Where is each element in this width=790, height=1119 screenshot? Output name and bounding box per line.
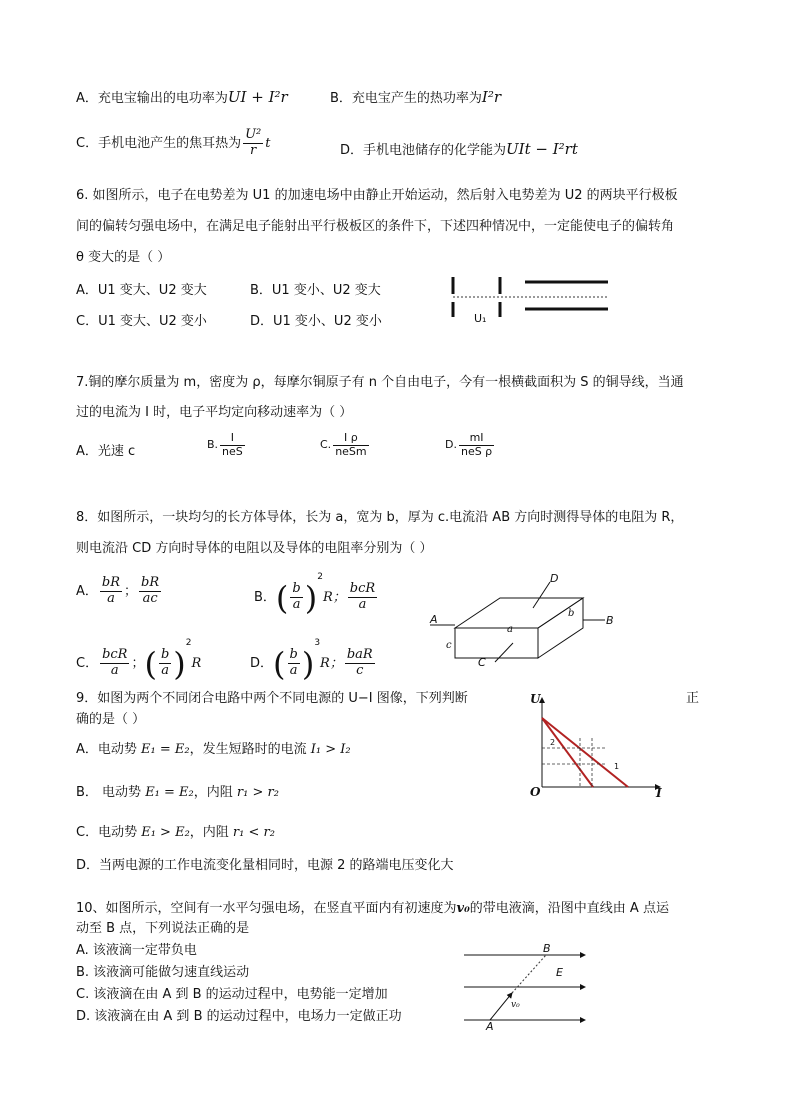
q9-stem-line1-end: 正 [686, 691, 700, 706]
box-front-face [455, 628, 538, 658]
q8-option-c[interactable] [76, 638, 202, 683]
fraction-denominator: a [289, 663, 298, 678]
q9-option-a-math: E₁ = E₂ [141, 742, 190, 757]
q6-stem-line3: θ 变大的是（ ） [76, 250, 171, 265]
fraction-numerator: mI [459, 432, 494, 446]
q8-fig-label-c: c [446, 640, 452, 651]
q5-option-d-text: D．手机电池储存的化学能为 [340, 143, 507, 158]
q8-option-d-mid: R； [320, 656, 343, 671]
q10-option-b[interactable]: B. 该液滴可能做匀速直线运动 [76, 965, 250, 980]
q9-option-c[interactable] [76, 825, 275, 841]
q7-option-b-label: B. [207, 438, 219, 452]
fraction-denominator: neSm [335, 444, 367, 458]
q5-option-d[interactable] [340, 140, 578, 159]
q9-fig-label-1: 1 [614, 762, 620, 771]
q7-option-d-label: D. [445, 438, 457, 452]
q10-stem-line1-a: 10、如图所示，空间有一水平匀强电场，在竖直平面内有初速度为 [76, 901, 457, 916]
q9-option-c-math: E₁ > E₂ [141, 825, 190, 840]
q10-fig-label-a: A [486, 1020, 494, 1033]
q10-option-d[interactable]: D. 该液滴在由 A 到 B 的运动过程中，电场力一定做正功 [76, 1009, 402, 1024]
q8-option-a-fraction-2 [139, 576, 161, 607]
q9-fig-label-i: I [656, 786, 662, 800]
fraction-denominator: ac [142, 590, 158, 606]
q6-option-d[interactable]: D．U1 变小、U2 变小 [250, 314, 382, 329]
q7-option-d[interactable] [445, 432, 496, 458]
q9-option-a-text: A．电动势 [76, 742, 142, 757]
fraction-numerator: b [292, 581, 301, 597]
lead-d [533, 582, 550, 608]
fraction-denominator: neS ρ [460, 444, 493, 458]
q7-stem-line1: 7.铜的摩尔质量为 m，密度为 ρ，每摩尔铜原子有 n 个自由电子，今有一根横截面积为 S 的铜导线，当通 [76, 375, 684, 390]
q7-option-b-fraction [220, 432, 245, 458]
q8-fig-label-a: a [507, 624, 513, 635]
q10-stem-v0: v₀ [456, 901, 470, 916]
separator: ； [124, 583, 138, 599]
fraction-denominator: a [292, 597, 301, 612]
q8-option-b-label: B． [254, 590, 276, 605]
q6-stem-line1: 6. 如图所示，电子在电势差为 U1 的加速电场中由静止开始运动，然后射入电势差为 U2 的两块平行极板 [76, 188, 678, 203]
q6-option-c[interactable]: C．U1 变大、U2 变小 [76, 314, 207, 329]
fraction-numerator: bR [141, 575, 160, 590]
fraction-numerator: U² [245, 127, 262, 142]
q5-option-b-formula: I²r [481, 88, 502, 106]
q7-option-b[interactable] [207, 432, 247, 458]
q5-option-c-fraction [243, 128, 263, 159]
q6-option-a[interactable]: A．U1 变大、U2 变大 [76, 283, 207, 298]
q9-option-a-mid: ，发生短路时的电流 [189, 742, 311, 757]
q9-option-b-math: E₁ = E₂ [145, 785, 194, 800]
q8-fig-label-a-upper: A [430, 613, 438, 626]
q8-option-d-label: D． [250, 656, 274, 671]
q10-fig-label-e: E [556, 966, 563, 979]
fraction-denominator: r [250, 142, 257, 158]
q9-option-a-math2: I₁ > I₂ [310, 742, 351, 757]
q10-stem-line2: 动至 B 点，下列说法正确的是 [76, 921, 250, 936]
q10-option-c[interactable]: C. 该液滴在由 A 到 B 的运动过程中，电势能一定增加 [76, 987, 388, 1002]
fraction-denominator: a [161, 663, 170, 678]
q9-stem-line2: 确的是（ ） [76, 712, 146, 727]
velocity-arrow [490, 993, 512, 1020]
q8-option-b-fraction-2 [348, 582, 377, 613]
q8-conductor-figure [425, 570, 625, 670]
fraction-numerator: b [289, 647, 298, 663]
q8-stem-line2: 则电流沿 CD 方向时导体的电阻以及导体的电阻率分别为（ ） [76, 541, 433, 556]
q5-option-a-formula: UI + I²r [227, 88, 288, 106]
left-paren: ( [275, 578, 289, 617]
q5-option-a[interactable] [76, 88, 288, 107]
q5-option-d-formula: UIt − I²rt [506, 140, 578, 158]
q10-fig-label-v0: v₀ [511, 1000, 520, 1010]
fraction-denominator: a [107, 590, 115, 606]
q10-field-figure [460, 945, 595, 1030]
q5-option-b-text: B．充电宝产生的热功率为 [330, 91, 482, 106]
exponent: 2 [185, 638, 192, 648]
q8-option-d-fraction-1 [288, 648, 300, 679]
fraction-numerator: bcR [349, 581, 376, 597]
q8-option-a-label: A． [76, 583, 98, 599]
q8-fig-label-b: b [568, 608, 575, 619]
q8-option-c-fraction-2 [159, 648, 171, 679]
q8-option-b[interactable] [254, 572, 379, 617]
q8-option-c-label: C． [76, 656, 99, 671]
q10-stem-line1 [76, 901, 669, 917]
q8-fig-label-d-upper: D [550, 572, 559, 585]
right-paren: ) [173, 644, 186, 683]
box-side-face [538, 598, 583, 658]
q6-fig-label-u1: U₁ [474, 312, 487, 325]
left-paren: ( [273, 644, 286, 683]
lead-c [495, 643, 513, 662]
right-paren: ) [301, 644, 315, 683]
fraction-numerator: bcR [102, 647, 128, 663]
q7-option-c-label: C. [320, 438, 332, 452]
fraction-numerator: b [160, 647, 170, 663]
fraction-denominator: a [110, 663, 119, 678]
q8-option-a[interactable] [76, 576, 163, 607]
q9-fig-label-2: 2 [550, 738, 556, 747]
fraction-numerator: baR [346, 647, 373, 663]
separator: ； [131, 656, 145, 671]
left-paren: ( [144, 644, 157, 683]
q7-option-a[interactable]: A．光速 c [76, 444, 136, 459]
exponent: 2 [317, 572, 323, 582]
q9-option-d[interactable]: D．当两电源的工作电流变化量相同时，电源 2 的路端电压变化大 [76, 858, 454, 873]
q9-option-b-math2: r₁ > r₂ [236, 785, 279, 800]
q6-stem-line2: 间的偏转匀强电场中，在满足电子能射出平行极板区的条件下，下述四种情况中，一定能使电子的偏转角 [76, 219, 675, 234]
fraction-numerator: bR [101, 575, 121, 590]
q6-deflection-figure [445, 272, 615, 332]
fraction-denominator: neS [222, 444, 243, 458]
q7-stem-line2: 过的电流为 I 时，电子平均定向移动速率为（ ） [76, 405, 353, 420]
q6-option-b[interactable]: B．U1 变小、U2 变大 [250, 283, 381, 298]
q8-fig-label-b-upper: B [606, 614, 614, 627]
q8-option-b-mid: R； [322, 590, 346, 605]
q8-fig-label-c-upper: C [478, 656, 486, 669]
q8-stem-line1: 8．如图所示，一块均匀的长方体导体，长为 a，宽为 b，厚为 c.电流沿 AB 方向时测得导体的电阻为 R， [76, 510, 684, 525]
q9-option-b-text: B． 电动势 [76, 785, 146, 800]
q9-stem-line1: 9．如图为两个不同闭合电路中两个不同电源的 U−I 图像，下列判断 [76, 691, 468, 706]
q10-stem-line1-b: 的带电液滴，沿图中直线由 A 点运 [469, 901, 669, 916]
q8-option-b-fraction-1 [290, 582, 302, 613]
box-top-face [455, 598, 583, 628]
exponent: 3 [314, 638, 321, 648]
q9-option-b[interactable] [76, 785, 279, 801]
q10-option-a[interactable]: A. 该液滴一定带负电 [76, 943, 197, 958]
q5-option-b[interactable] [330, 88, 501, 107]
q9-option-c-math2: r₁ < r₂ [232, 825, 275, 840]
q5-option-c-tail: t [265, 135, 271, 151]
q5-option-c-text: C．手机电池产生的焦耳热为 [76, 135, 242, 151]
q8-option-a-fraction-1 [100, 576, 122, 607]
q8-option-d[interactable] [250, 638, 377, 683]
q9-option-b-mid: ，内阻 [193, 785, 237, 800]
q9-fig-label-u: U [530, 692, 541, 706]
fraction-denominator: c [356, 663, 364, 678]
q10-fig-label-b: B [543, 942, 551, 955]
fraction-numerator: I [220, 432, 245, 446]
q8-option-c-fraction-1 [100, 648, 129, 679]
q7-option-d-fraction [459, 432, 494, 458]
q9-ui-graph [520, 690, 670, 805]
q8-option-d-fraction-2 [345, 648, 375, 679]
q9-option-c-text: C．电动势 [76, 825, 142, 840]
q5-option-a-text: A．充电宝输出的电功率为 [76, 91, 228, 106]
fraction-numerator: I ρ [333, 432, 368, 446]
q9-option-a[interactable] [76, 742, 351, 758]
q7-option-c[interactable] [320, 432, 371, 458]
fraction-denominator: a [358, 597, 367, 612]
right-paren: ) [304, 578, 318, 617]
q8-option-c-tail: R [191, 656, 202, 671]
q5-option-c[interactable] [76, 128, 270, 159]
q9-fig-label-o: O [530, 785, 541, 799]
q9-option-c-mid: ，内阻 [189, 825, 233, 840]
q7-option-c-fraction [333, 432, 368, 458]
